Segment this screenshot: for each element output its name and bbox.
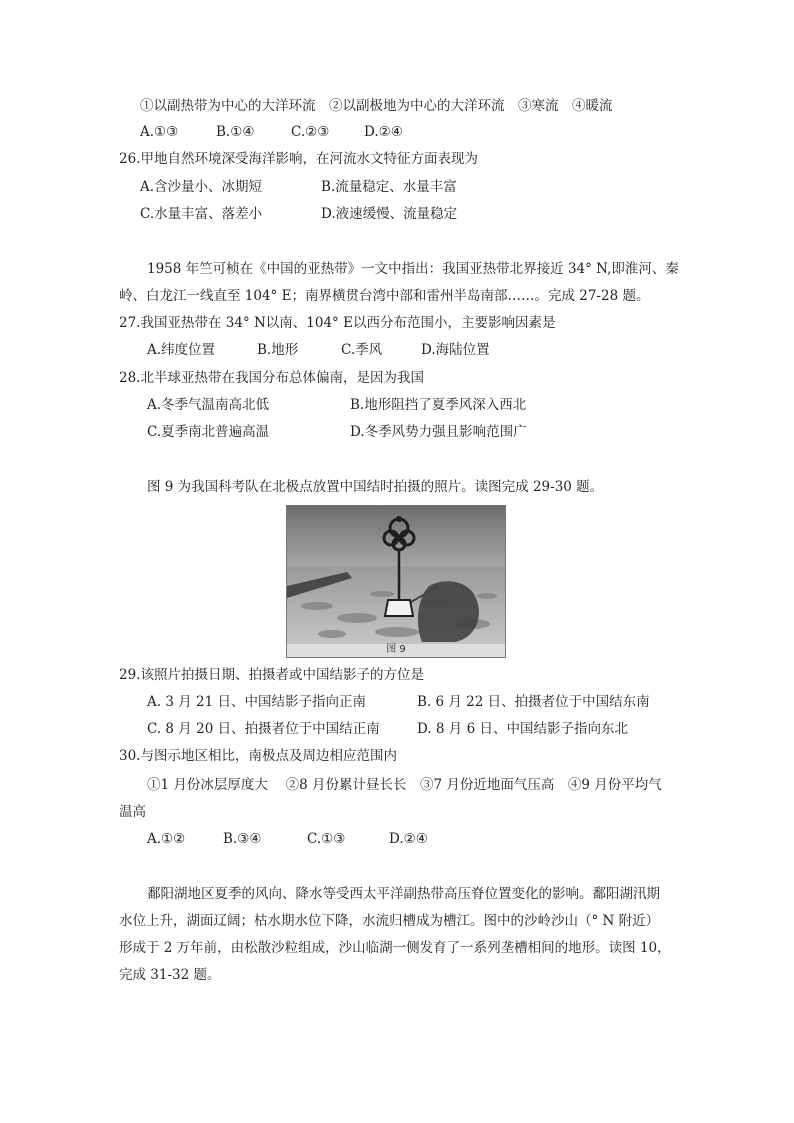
q30-option-b: B.③④: [223, 831, 262, 847]
passage3-line3: 形成于 2 万年前，由松散沙粒组成，沙山临湖一侧发育了一系列垄槽相间的地形。读图 10，: [119, 940, 671, 956]
q29-option-b: B. 6 月 22 日、拍摄者位于中国结东南: [417, 694, 650, 710]
q25-option-b: B.①④: [216, 124, 255, 140]
q27-option-d: D.海陆位置: [421, 342, 490, 358]
q29-stem: 29.该照片拍摄日期、拍摄者或中国结影子的方位是: [119, 667, 424, 683]
q25-option-d: D.②④: [364, 124, 403, 140]
q26-option-b: B.流量稳定、水量丰富: [321, 179, 457, 195]
passage3-line2: 水位上升，湖面辽阔；枯水期水位下降，水流归槽成为槽江。图中的沙岭沙山（° N 附近）: [119, 913, 660, 929]
q28-option-c: C.夏季南北普遍高温: [147, 424, 270, 440]
q30-option-a: A.①②: [147, 831, 186, 847]
q26-option-a: A.含沙量小、冰期短: [140, 179, 263, 195]
q28-stem: 28.北半球亚热带在我国分布总体偏南，是因为我国: [119, 370, 424, 386]
q28-option-a: A.冬季气温南高北低: [147, 397, 270, 413]
q27-option-a: A.纬度位置: [147, 342, 216, 358]
q30-stem: 30.与图示地区相比，南极点及周边相应范围内: [119, 748, 397, 764]
q30-option-c: C.①③: [307, 831, 346, 847]
q26-option-c: C.水量丰富、落差小: [140, 206, 263, 222]
figure-9-photo: [286, 505, 506, 658]
q30-statements-line1: ①1 月份冰层厚度大 ②8 月份累计昼长长 ③7 月份近地面气压高 ④9 月份平均气: [147, 777, 662, 793]
q26-stem: 26.甲地自然环境深受海洋影响，在河流水文特征方面表现为: [119, 151, 478, 167]
q25-option-c: C.②③: [291, 124, 330, 140]
q29-option-a: A. 3 月 21 日、中国结影子指向正南: [147, 694, 366, 710]
q25-stem: ①以副热带为中心的大洋环流 ②以副极地为中心的大洋环流 ③寒流 ④暖流: [140, 98, 613, 114]
q27-stem: 27.我国亚热带在 34° N以南、104° E以西分布范围小，主要影响因素是: [119, 315, 556, 331]
q26-option-d: D.液速缓慢、流量稳定: [321, 206, 458, 222]
q28-option-d: D.冬季风势力强且影响范围广: [350, 424, 527, 440]
passage3-line1: 鄱阳湖地区夏季的风向、降水等受西太平洋副热带高压脊位置变化的影响。鄱阳湖汛期: [147, 886, 660, 902]
passage2-line1: 图 9 为我国科考队在北极点放置中国结时拍摄的照片。读图完成 29-30 题。: [147, 479, 604, 495]
figure-9-caption: 图 9: [386, 644, 406, 655]
north-pole-photo-illustration: [287, 506, 505, 657]
q27-option-c: C.季风: [341, 342, 383, 358]
passage1-line2: 岭、白龙江一线直至 104° E；南界横贯台湾中部和雷州半岛南部……。完成 27-28 题。: [119, 288, 650, 304]
q29-option-c: C. 8 月 20 日、拍摄者位于中国结正南: [147, 721, 380, 737]
passage1-line1: 1958 年竺可桢在《中国的亚热带》一文中指出：我国亚热带北界接近 34° N,即淮河、秦: [147, 261, 679, 277]
q28-option-b: B.地形阻挡了夏季风深入西北: [350, 397, 527, 413]
q27-option-b: B.地形: [257, 342, 299, 358]
q30-statements-line2: 温高: [119, 804, 146, 820]
q29-option-d: D. 8 月 6 日、中国结影子指向东北: [417, 721, 628, 737]
q30-option-d: D.②④: [389, 831, 428, 847]
passage3-line4: 完成 31-32 题。: [119, 967, 221, 983]
q25-option-a: A.①③: [140, 124, 179, 140]
